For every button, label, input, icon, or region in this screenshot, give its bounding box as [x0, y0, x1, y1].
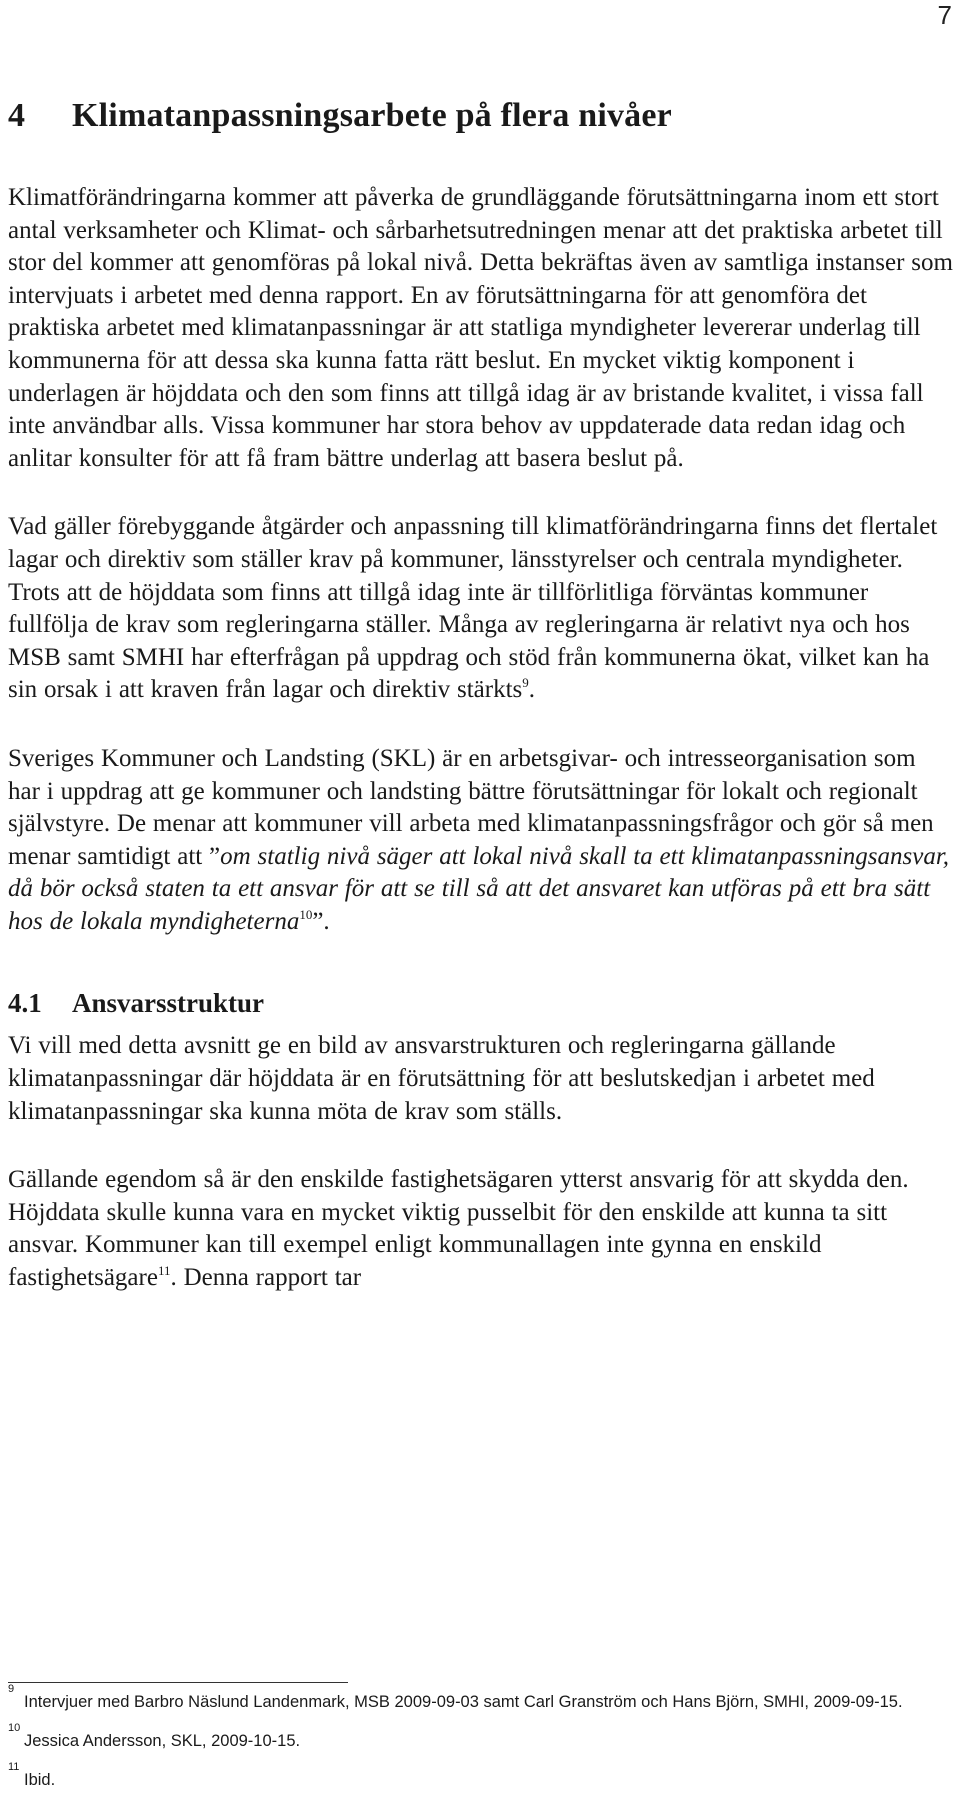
footnote-marker: 9 [8, 1683, 15, 1695]
chapter-title: Klimatanpassningsarbete på flera nivåer [72, 97, 672, 134]
footnote-10 [8, 1722, 948, 1751]
footnote-text: Jessica Andersson, SKL, 2009-10-15. [24, 1732, 301, 1750]
section-heading [8, 986, 953, 1020]
paragraph-5-end: . Denna rapport tar [170, 1264, 362, 1292]
footnote-ref-10[interactable]: 10 [299, 906, 313, 922]
chapter-heading [8, 96, 953, 136]
section-title: Ansvarsstruktur [72, 988, 265, 1019]
skl-quote: om statlig nivå säger att lokal nivå skall ta ett klimatanpassningsansvar, då bör också staten ta ett ansvar för att se till så att det ansvaret kan utföras på ett bra sätt hos de lokala myndigheterna [8, 842, 950, 935]
page-body [8, 96, 953, 1295]
paragraph-2-end: . [528, 676, 536, 704]
paragraph-5-text: Gällande egendom så är den enskilde fastighetsägaren ytterst ansvarig för att skydda den. Höjddata skulle kunna vara en mycket viktig pusselbit för den enskilde att kunna ta sitt ansvar. Kommuner kan till exempel enligt kommunallagen inte gynna en enskild fastighetsägare [8, 1166, 909, 1292]
footnote-text: Intervjuer med Barbro Näslund Landenmark, MSB 2009-09-03 samt Carl Granström och Hans Björn, SMHI, 2009-09-15. [24, 1693, 903, 1711]
footnote-marker: 10 [8, 1722, 21, 1734]
paragraph-2-text: Vad gäller förebyggande åtgärder och anpassning till klimatförändringarna finns det flertalet lagar och direktiv som ställer krav på kommuner, länsstyrelser och centrala myndigheter. Trots att de höjddata som finns att tillgå idag inte är tillförlitliga förväntas kommuner fullfölja de krav som regleringarna ställer. Många av regleringarna är relativt nya och hos MSB samt SMHI har efterfrågan på uppdrag och stöd från kommunerna ökat, vilket kan ha sin orsak i att kraven från lagar och direktiv stärkts [8, 513, 938, 704]
paragraph-1: Klimatförändringarna kommer att påverka de grundläggande förutsättningarna inom ett stort antal verksamheter och Klimat- och sårbarhetsutredningen menar att det praktiska arbetet till stor del kommer att genomföras på lokal nivå. Detta bekräftas även av samtliga instanser som intervjuats i arbetet med denna rapport. En av förutsättningarna för att genomföra det praktiska arbetet med klimatanpassningar är att statliga myndigheter levererar underlag till kommunerna för att dessa ska kunna fatta rätt beslut. En mycket viktig komponent i underlagen är höjddata och den som finns att tillgå idag är av bristande kvalitet, i vissa fall inte användbar alls. Vissa kommuner har stora behov av uppdaterade data redan idag och anlitar konsulter för att få fram bättre underlag att basera beslut på. [8, 184, 953, 472]
section-number: 4.1 [8, 988, 42, 1019]
footnote-text: Ibid. [24, 1771, 56, 1789]
footnote-11 [8, 1761, 948, 1790]
paragraph-2 [8, 511, 953, 707]
footnote-9 [8, 1683, 948, 1712]
footnote-separator [8, 1682, 348, 1683]
footnotes [8, 1683, 948, 1803]
paragraph-3 [8, 743, 953, 939]
footnote-ref-11[interactable]: 11 [157, 1263, 171, 1279]
paragraph-3-end: ”. [312, 907, 330, 935]
footnote-ref-9[interactable]: 9 [522, 675, 529, 691]
footnote-marker: 11 [8, 1761, 20, 1773]
page-number: 7 [937, 0, 952, 30]
paragraph-5 [8, 1164, 953, 1294]
paragraph-3-text: Sveriges Kommuner och Landsting (SKL) är en arbetsgivar- och intresseorganisation som har i uppdrag att ge kommuner och landsting bättre förutsättningar för lokalt och regionalt självstyre. De menar att kommuner vill arbeta med klimatanpassningsfrågor och gör så men menar samtidigt att ” [8, 744, 934, 870]
paragraph-4: Vi vill med detta avsnitt ge en bild av ansvarstrukturen och regleringarna gällande klimatanpassningar där höjddata är en förutsättning för att beslutskedjan i arbetet med klimatanpassningar ska kunna möta de krav som ställs. [8, 1032, 875, 1125]
chapter-number: 4 [8, 97, 26, 134]
